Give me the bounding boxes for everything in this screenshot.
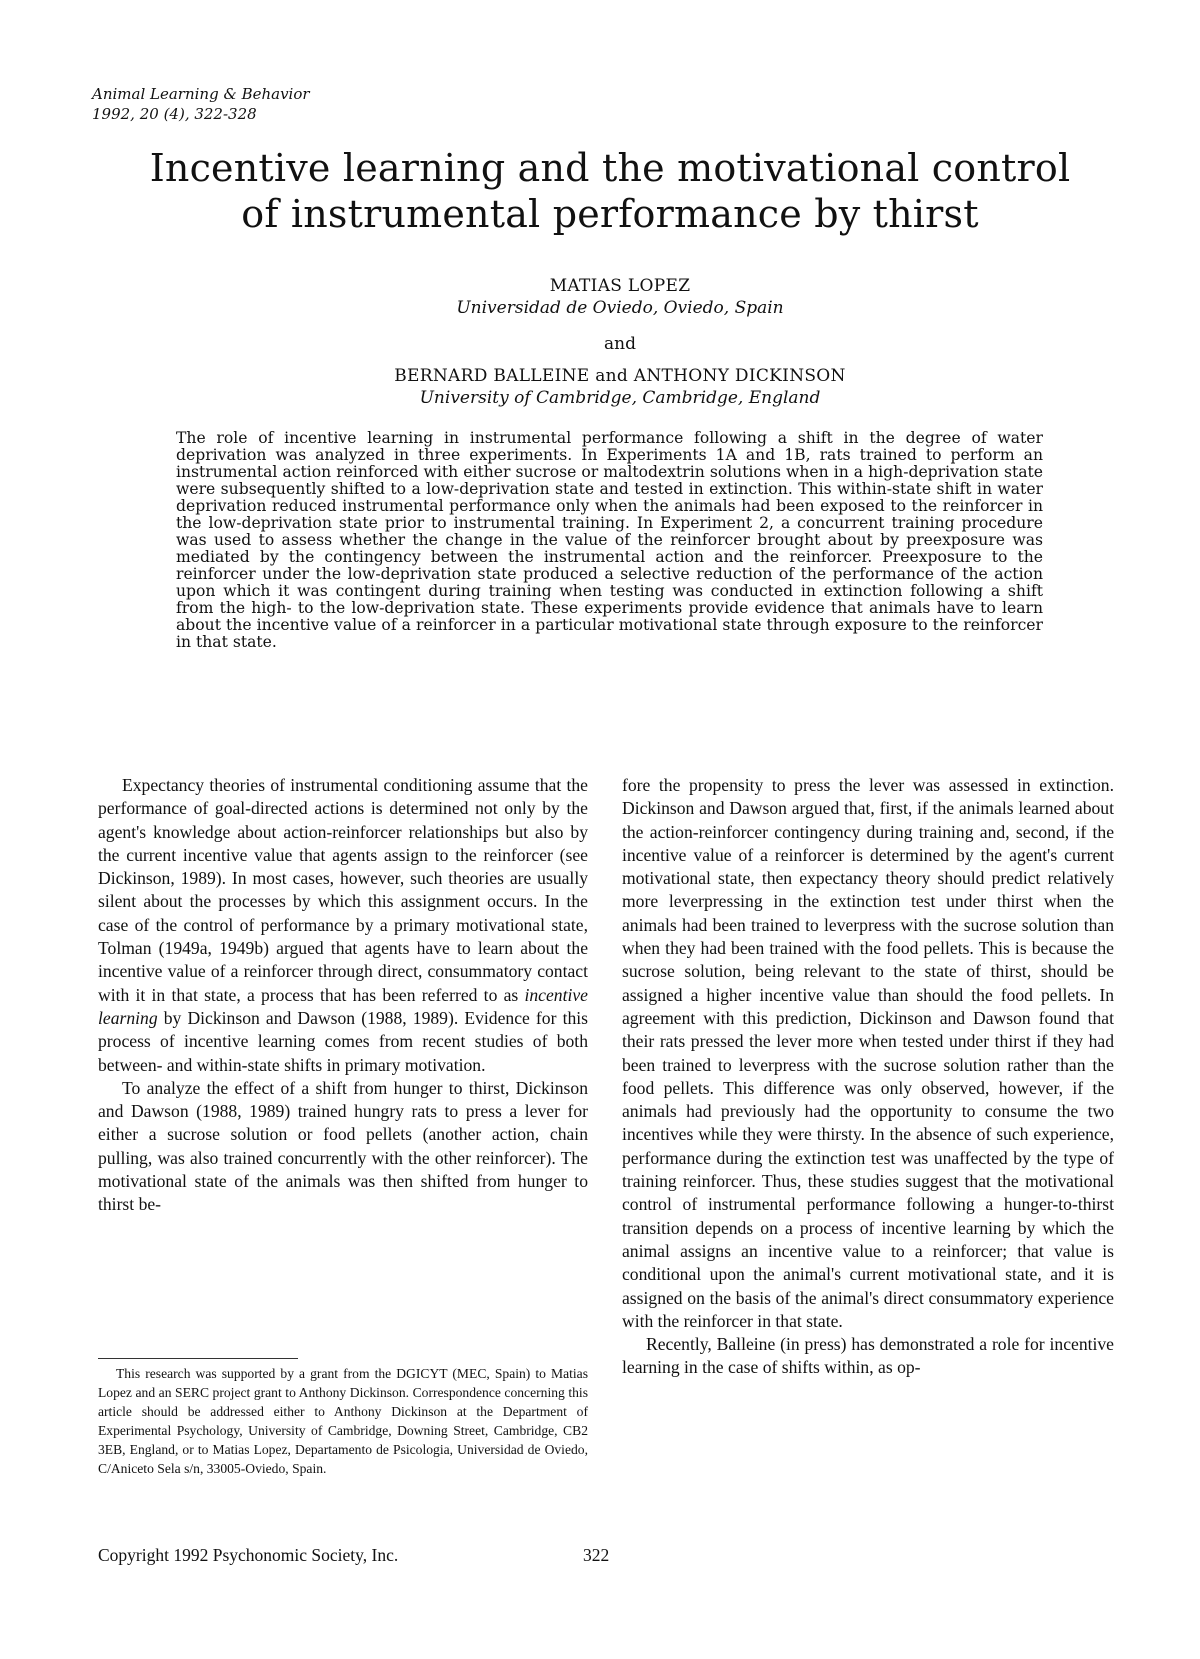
body-paragraph-1 — [98, 774, 588, 1077]
journal-citation: 1992, 20 (4), 322-328 — [92, 105, 257, 123]
second-authors: BERNARD BALLEINE and ANTHONY DICKINSON — [394, 366, 846, 386]
author-block — [300, 275, 940, 409]
second-affiliation: University of Cambridge, Cambridge, England — [419, 388, 821, 408]
journal-header — [92, 84, 310, 124]
body-column-right — [622, 774, 1114, 1380]
body-paragraph-3: Recently, Balleine (in press) has demonstrated a role for incentive learning in the case of shifts within, as op- — [622, 1334, 1114, 1378]
page-number: 322 — [583, 1545, 610, 1565]
first-author: MATIAS LOPEZ — [549, 276, 691, 296]
body-paragraph-2: To analyze the effect of a shift from hunger to thirst, Dickinson and Dawson (1988, 1989) trained hungry rats to press a lever for either a sucrose solution or food pellets (another action, chain pulling, was also trained concurrently with the other reinforcer). The motivational state of the animals was then shifted from hunger to thirst be- — [98, 1077, 588, 1215]
journal-name: Animal Learning & Behavior — [92, 85, 310, 103]
p1-italic-term: incentive learning — [98, 984, 588, 1028]
footnote: This research was supported by a grant from the DGICYT (MEC, Spain) to Matias Lopez and an SERC project grant to Anthony Dickinson. Correspondence concerning this article should be addressed either to Anthony Dickinson at the Department of Experimental Psychology, University of Cambridge, Downing Street, Cambridge, CB2 3EB, England, or to Matias Lopez, Departamento de Psicologia, Universidad de Oviedo, C/Aniceto Sela s/n, 33005-Oviedo, Spain. — [98, 1366, 588, 1476]
copyright-notice: Copyright 1992 Psychonomic Society, Inc. — [98, 1545, 399, 1565]
article-title — [120, 145, 1100, 237]
body-paragraph-2-continued: fore the propensity to press the lever was assessed in extinction. Dickinson and Dawson argued that, first, if the animals learned about the action-reinforcer contingency during training and, second, if the incentive value of a reinforcer is determined by the agent's current motivational state, then expectancy theory should predict relatively more leverpressing in the extinction test under thirst when the animals had been trained to leverpress with the sucrose solution than when they had been trained with the food pellets. This is because the sucrose solution, being relevant to the state of thirst, should be assigned a higher incentive value than should the food pellets. In agreement with this prediction, Dickinson and Dawson found that their rats pressed the lever more when tested under thirst if they had been trained to leverpress with the sucrose solution rather than the food pellets. This difference was only observed, however, if the animals had previously had the opportunity to consume the two incentives while they were thirsty. In the absence of such experience, performance during the extinction test was unaffected by the type of training reinforcer. Thus, these studies suggest that the motivational control of instrumental performance following a hunger-to-thirst transition depends on a process of incentive learning by which the animal assigns an incentive value to a reinforcer; that value is conditional upon the animal's current motivational state, and it is assigned on the basis of the animal's direct consummatory experience with the reinforcer in that state. — [622, 775, 1114, 1331]
abstract: The role of incentive learning in instrumental performance following a shift in the degree of water deprivation was analyzed in three experiments. In Experiments 1A and 1B, rats trained to perform an instrumental action reinforced with either sucrose or maltodextrin solutions when in a high-deprivation state were subsequently shifted to a low-deprivation state and tested in extinction. This within-state shift in water deprivation reduced instrumental performance only when the animals had been exposed to the reinforcer in the low-deprivation state prior to instrumental training. In Experiment 2, a concurrent training procedure was used to assess whether the change in the value of the reinforcer brought about by preexposure was mediated by the contingency between the instrumental action and the reinforcer. Preexposure to the reinforcer under the low-deprivation state produced a selective reduction of the performance of the action upon which it was contingent during training when testing was conducted in extinction following a shift from the high- to the low-deprivation state. These experiments provide evidence that animals have to learn about the incentive value of a reinforcer in a particular motivational state through exposure to the reinforcer in that state. — [176, 429, 1043, 651]
title-line-1: Incentive learning and the motivational control — [149, 146, 1071, 190]
first-affiliation: Universidad de Oviedo, Oviedo, Spain — [456, 298, 784, 318]
p1-text-b: by Dickinson and Dawson (1988, 1989). Evidence for this process of incentive learning comes from recent studies of both between- and within-state shifts in primary motivation. — [98, 1007, 588, 1075]
title-line-2: of instrumental performance by thirst — [241, 192, 979, 236]
author-conjunction: and — [604, 334, 636, 354]
body-column-left — [98, 774, 588, 1217]
footnote-divider — [98, 1358, 298, 1359]
p1-text-a: Expectancy theories of instrumental conditioning assume that the performance of goal-directed actions is determined not only by the agent's knowledge about action-reinforcer relationships but also by the current incentive value that agents assign to the reinforcer (see Dickinson, 1989). In most cases, however, such theories are usually silent about the processes by which this assignment occurs. In the case of the control of performance by a primary motivational state, Tolman (1949a, 1949b) argued that agents have to learn about the incentive value of a reinforcer through direct, consummatory contact with it in that state, a process that has been referred to as — [98, 775, 588, 1005]
